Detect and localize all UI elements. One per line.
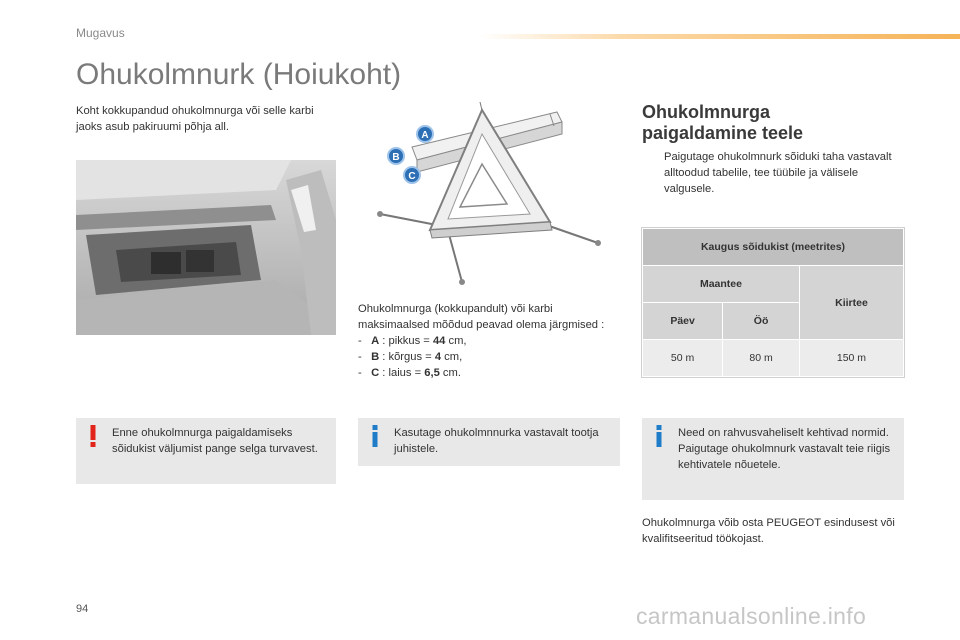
dimension-unit: cm.: [439, 367, 461, 379]
dimension-unit: cm,: [441, 351, 463, 363]
table-header-night: Öö: [723, 303, 800, 340]
table-cell-highway: 150 m: [799, 340, 903, 377]
label-a: A: [421, 130, 429, 141]
info-text-right-line1: Need on rahvusvaheliselt kehtivad normid.: [678, 427, 889, 439]
table-header-highway: Kiirtee: [799, 266, 903, 340]
dimension-letter: A: [371, 335, 380, 347]
table-header: Kaugus sõidukist (meetrites): [643, 229, 904, 266]
info-text-middle: Kasutage ohukolmnnurka vastavalt tootja juhistele.: [394, 427, 599, 455]
placement-instruction-text: Paigutage ohukolmnurk sõiduki taha vastavalt alltoodud tabelile, tee tüübile ja välisele valgusele.: [664, 151, 892, 195]
dimension-value: 6,5: [424, 367, 440, 379]
info-icon: [368, 424, 382, 448]
dimensions-text: [358, 301, 618, 381]
exclamation-icon: [86, 424, 100, 448]
dimension-text: : pikkus =: [379, 335, 433, 347]
placement-instruction: [642, 149, 902, 197]
header-accent-stripe: [480, 34, 960, 39]
dimension-dash: -: [358, 351, 362, 363]
page-number: 94: [76, 603, 89, 615]
dimension-text: : kõrgus =: [379, 351, 435, 363]
intro-text: Koht kokkupandud ohukolmnurga või selle karbi jaoks asub pakiruumi põhja all.: [76, 105, 314, 133]
table-header-day: Päev: [643, 303, 723, 340]
distance-table: [642, 228, 904, 377]
section-title-line1: Ohukolmnurga: [642, 102, 771, 122]
dimension-text: : laius =: [379, 367, 425, 379]
dimension-letter: C: [371, 367, 380, 379]
dimensions-intro: Ohukolmnurga (kokkupandult) või karbi maksimaalsed mõõdud peavad olema järgmised :: [358, 303, 605, 331]
table-cell-day: 50 m: [643, 340, 723, 377]
watermark: carmanualsonline.info: [636, 603, 867, 629]
dimension-value: 4: [434, 351, 442, 363]
dimension-item-a: [358, 333, 618, 349]
table-row: [643, 340, 904, 377]
info-note-middle: [358, 418, 620, 466]
section-title: [642, 102, 902, 144]
table-cell-night: 80 m: [723, 340, 800, 377]
trunk-photo-graphic: [76, 160, 336, 335]
label-b: B: [392, 152, 400, 163]
section-header: Mugavus: [76, 26, 125, 40]
purchase-text: Ohukolmnurga võib osta PEUGEOT esindusest või kvalifitseeritud töökojast.: [642, 517, 895, 545]
warning-triangle-illustration: [372, 102, 602, 292]
label-b-badge: [388, 148, 404, 164]
label-c: C: [408, 171, 416, 182]
label-c-badge: [404, 167, 420, 183]
trunk-photo: [76, 160, 336, 335]
info-text-right-line2: Paigutage ohukolmnurk vastavalt teie riigis kehtivatele nõuetele.: [678, 443, 891, 471]
dimension-letter: B: [371, 351, 380, 363]
dimension-dash: -: [358, 335, 362, 347]
warning-note: [76, 418, 336, 484]
info-note-right: [642, 418, 904, 500]
section-title-line2: paigaldamine teele: [642, 123, 804, 143]
page-title: Ohukolmnurk (Hoiukoht): [76, 58, 402, 91]
dimension-item-c: [358, 365, 618, 381]
warning-text: Enne ohukolmnurga paigaldamiseks sõidukist väljumist pange selga turvavest.: [112, 427, 318, 455]
dimension-value: 44: [432, 335, 446, 347]
bullet-icon: [642, 149, 664, 197]
info-icon: [652, 424, 666, 448]
label-a-badge: [417, 126, 433, 142]
dimension-unit: cm,: [445, 335, 467, 347]
dimension-dash: -: [358, 367, 362, 379]
table-header-road: Maantee: [643, 266, 800, 303]
info-text-right: [678, 425, 896, 473]
dimension-item-b: [358, 349, 618, 365]
